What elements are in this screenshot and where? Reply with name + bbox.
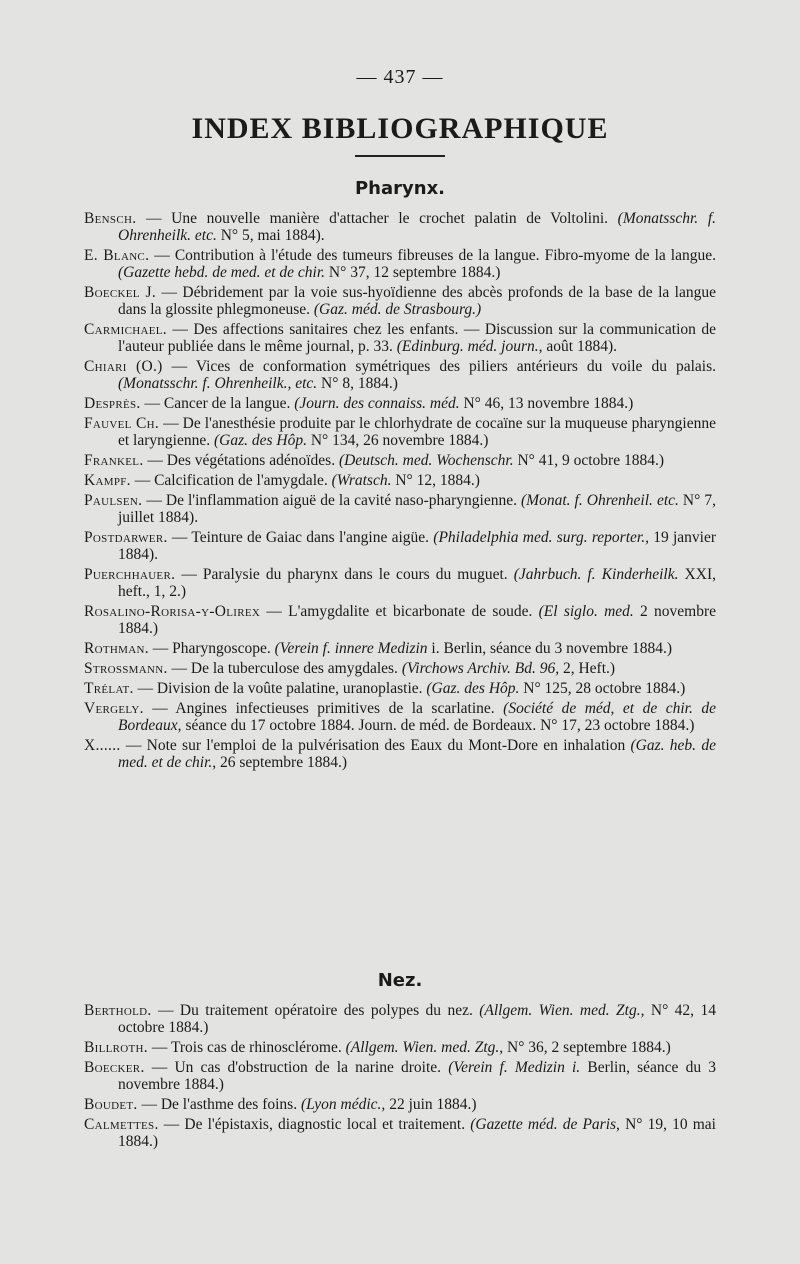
entry-source: (Monatsschr. f. Ohrenheilk. etc. bbox=[118, 210, 716, 244]
entry-details: 19 janvier 1884). bbox=[118, 529, 716, 563]
entry-author: Calmettes. bbox=[84, 1116, 159, 1133]
entry-text: — Paralysie du pharynx dans le cours du muguet. bbox=[175, 566, 514, 583]
entry-details: août 1884). bbox=[542, 338, 617, 355]
section-heading-nez: Nez. bbox=[377, 970, 423, 991]
entry-text: — De l'anesthésie produite par le chlorhydrate de cocaïne sur la muqueuse pharyngienne et laryngienne. bbox=[118, 415, 716, 449]
entry-details: 2, Heft.) bbox=[559, 660, 616, 677]
bibliography-entry bbox=[84, 247, 716, 281]
page-title: INDEX BIBLIOGRAPHIQUE bbox=[191, 112, 609, 145]
entry-text: — Trois cas de rhinosclérome. bbox=[147, 1039, 346, 1056]
entry-source: (Allgem. Wien. med. Ztg., bbox=[479, 1002, 645, 1019]
entry-source: (Gazette hebd. de med. et de chir. bbox=[118, 264, 326, 281]
entry-source: (Lyon médic., bbox=[300, 1096, 386, 1113]
bibliography-entry bbox=[84, 1059, 716, 1093]
entry-text: — L'amygdalite et bicarbonate de soude. bbox=[260, 603, 539, 620]
entry-details: N° 12, 1884.) bbox=[391, 472, 480, 489]
entry-text: — De l'asthme des foins. bbox=[137, 1096, 301, 1113]
entry-source: (Verein f. Medizin i. bbox=[448, 1059, 581, 1076]
entry-author: Boeckel J. bbox=[84, 284, 157, 301]
entry-text: — Division de la voûte palatine, uranoplastie. bbox=[133, 680, 427, 697]
bibliography-entry bbox=[84, 1002, 716, 1036]
page-number: — 437 — bbox=[356, 66, 444, 88]
entry-author: Desprès. bbox=[84, 395, 141, 412]
title-divider bbox=[355, 155, 445, 157]
entry-author: Trélat. bbox=[84, 680, 134, 697]
bibliography-entry bbox=[84, 640, 716, 657]
entry-text: — De la tuberculose des amygdales. bbox=[167, 660, 402, 677]
entry-details: N° 46, 13 novembre 1884.) bbox=[459, 395, 634, 412]
bibliography-entry bbox=[84, 472, 716, 489]
bibliography-entry bbox=[84, 452, 716, 469]
entry-details: XXI, heft., 1, 2.) bbox=[118, 566, 716, 600]
entry-text: — Un cas d'obstruction de la narine droite. bbox=[144, 1059, 449, 1076]
entry-text: — Note sur l'emploi de la pulvérisation des Eaux du Mont-Dore en inhalation bbox=[120, 737, 631, 754]
entry-details: séance du 17 octobre 1884. Journ. de méd. de Bordeaux. N° 17, 23 octobre 1884.) bbox=[181, 717, 695, 734]
entry-author: E. Blanc. bbox=[84, 247, 150, 264]
entry-author: Puerchhauer. bbox=[84, 566, 176, 583]
entry-text: — Une nouvelle manière d'attacher le crochet palatin de Voltolini. bbox=[136, 210, 618, 227]
entry-text: — Pharyngoscope. bbox=[148, 640, 275, 657]
entry-details: N° 19, 10 mai 1884.) bbox=[118, 1116, 716, 1150]
entry-author: Kampf. bbox=[84, 472, 131, 489]
bibliography-entry bbox=[84, 566, 716, 600]
bibliography-entry bbox=[84, 660, 716, 677]
entry-source: (Verein f. innere Medizin bbox=[274, 640, 428, 657]
entry-author: Carmichael. bbox=[84, 321, 167, 338]
entry-author: Boudet. bbox=[84, 1096, 138, 1113]
bibliography-entry bbox=[84, 492, 716, 526]
nez-entries bbox=[84, 1002, 716, 1153]
entry-author: X...... bbox=[84, 737, 121, 754]
entry-details: N° 41, 9 octobre 1884.) bbox=[513, 452, 664, 469]
entry-source: (Gaz. des Hôp. bbox=[426, 680, 520, 697]
entry-details: i. Berlin, séance du 3 novembre 1884.) bbox=[427, 640, 673, 657]
bibliography-entry bbox=[84, 737, 716, 771]
entry-text: — De l'épistaxis, diagnostic local et traitement. bbox=[158, 1116, 471, 1133]
entry-details: N° 8, 1884.) bbox=[317, 375, 398, 392]
entry-source: (Monatsschr. f. Ohrenheilk., etc. bbox=[118, 375, 318, 392]
entry-source: (Virchows Archiv. Bd. 96, bbox=[401, 660, 560, 677]
entry-source: (Gaz. heb. de med. et de chir., bbox=[118, 737, 716, 771]
entry-author: Strossmann. bbox=[84, 660, 168, 677]
entry-author: Rothman. bbox=[84, 640, 149, 657]
entry-details: 22 juin 1884.) bbox=[385, 1096, 477, 1113]
entry-source: (Journ. des connaiss. méd. bbox=[294, 395, 460, 412]
section-heading-pharynx: Pharynx. bbox=[354, 178, 446, 199]
entry-source: (Gaz. des Hôp. bbox=[213, 432, 307, 449]
entry-text: — De l'inflammation aiguë de la cavité naso-pharyngienne. bbox=[142, 492, 521, 509]
entry-author: Paulsen. bbox=[84, 492, 143, 509]
entry-source: (Jahrbuch. f. Kinderheilk. bbox=[513, 566, 679, 583]
entry-author: Boecker. bbox=[84, 1059, 145, 1076]
entry-author: Vergely. bbox=[84, 700, 144, 717]
bibliography-entry bbox=[84, 529, 716, 563]
entry-details: N° 42, 14 octobre 1884.) bbox=[118, 1002, 716, 1036]
entry-source: (Edinburg. méd. journ., bbox=[396, 338, 543, 355]
entry-source: (Gaz. méd. de Strasbourg.) bbox=[313, 301, 482, 318]
bibliography-entry bbox=[84, 680, 716, 697]
entry-source: (Monat. f. Ohrenheil. etc. bbox=[521, 492, 679, 509]
bibliography-entry bbox=[84, 1096, 716, 1113]
bibliography-entry bbox=[84, 700, 716, 734]
entry-details: N° 7, juillet 1884). bbox=[118, 492, 716, 526]
entry-details: Berlin, séance du 3 novembre 1884.) bbox=[118, 1059, 717, 1093]
entry-author: Postdarwer. bbox=[84, 529, 168, 546]
entry-details: 2 novembre 1884.) bbox=[118, 603, 716, 637]
entry-details: N° 36, 2 septembre 1884.) bbox=[503, 1039, 671, 1056]
entry-text: — Cancer de la langue. bbox=[140, 395, 295, 412]
entry-text: — Teinture de Gaiac dans l'angine aigüe. bbox=[167, 529, 434, 546]
entry-text: — Angines infectieuses primitives de la scarlatine. bbox=[143, 700, 504, 717]
entry-text: — Calcification de l'amygdale. bbox=[130, 472, 332, 489]
entry-text: — Du traitement opératoire des polypes du nez. bbox=[151, 1002, 480, 1019]
entry-author: Bensch. bbox=[84, 210, 137, 227]
entry-source: (Deutsch. med. Wochenschr. bbox=[338, 452, 514, 469]
pharynx-entries bbox=[84, 210, 716, 774]
entry-text: — Débridement par la voie sus-hyoïdienne des abcès profonds de la base de la langue dans la glossite phlegmoneuse. bbox=[118, 284, 716, 318]
entry-text: — Des affections sanitaires chez les enfants. — Discussion sur la communication de l'auteur publiée dans le même journal, p. 33. bbox=[118, 321, 716, 355]
entry-details: N° 37, 12 septembre 1884.) bbox=[325, 264, 501, 281]
entry-details: N° 125, 28 octobre 1884.) bbox=[519, 680, 686, 697]
entry-source: (Philadelphia med. surg. reporter., bbox=[433, 529, 649, 546]
entry-source: (Société de méd, et de chir. de Bordeaux, bbox=[118, 700, 716, 734]
bibliography-entry bbox=[84, 1039, 716, 1056]
bibliography-entry bbox=[84, 415, 716, 449]
bibliography-entry bbox=[84, 321, 716, 355]
entry-source: (Gazette méd. de Paris, bbox=[470, 1116, 620, 1133]
entry-details: 26 septembre 1884.) bbox=[216, 754, 347, 771]
entry-source: (Wratsch. bbox=[331, 472, 392, 489]
entry-author: Berthold. bbox=[84, 1002, 152, 1019]
entry-source: (Allgem. Wien. med. Ztg., bbox=[345, 1039, 504, 1056]
entry-source: (El siglo. med. bbox=[538, 603, 634, 620]
entry-text: — Des végétations adénoïdes. bbox=[143, 452, 339, 469]
entry-author: Chiari (O.) bbox=[84, 358, 163, 375]
bibliography-entry bbox=[84, 395, 716, 412]
entry-text: — Contribution à l'étude des tumeurs fibreuses de la langue. Fibro-myome de la langue. bbox=[149, 247, 716, 264]
entry-author: Billroth. bbox=[84, 1039, 148, 1056]
bibliography-entry bbox=[84, 284, 716, 318]
bibliography-entry bbox=[84, 1116, 716, 1150]
entry-author: Rosalino-Rorisa-y-Olirex bbox=[84, 603, 261, 620]
entry-author: Frankel. bbox=[84, 452, 144, 469]
entry-details: N° 134, 26 novembre 1884.) bbox=[306, 432, 489, 449]
entry-text: — Vices de conformation symétriques des piliers antérieurs du voile du palais. bbox=[162, 358, 716, 375]
bibliography-entry bbox=[84, 358, 716, 392]
entry-author: Fauvel Ch. bbox=[84, 415, 160, 432]
bibliography-entry bbox=[84, 603, 716, 637]
bibliography-entry bbox=[84, 210, 716, 244]
entry-details: N° 5, mai 1884). bbox=[216, 227, 325, 244]
